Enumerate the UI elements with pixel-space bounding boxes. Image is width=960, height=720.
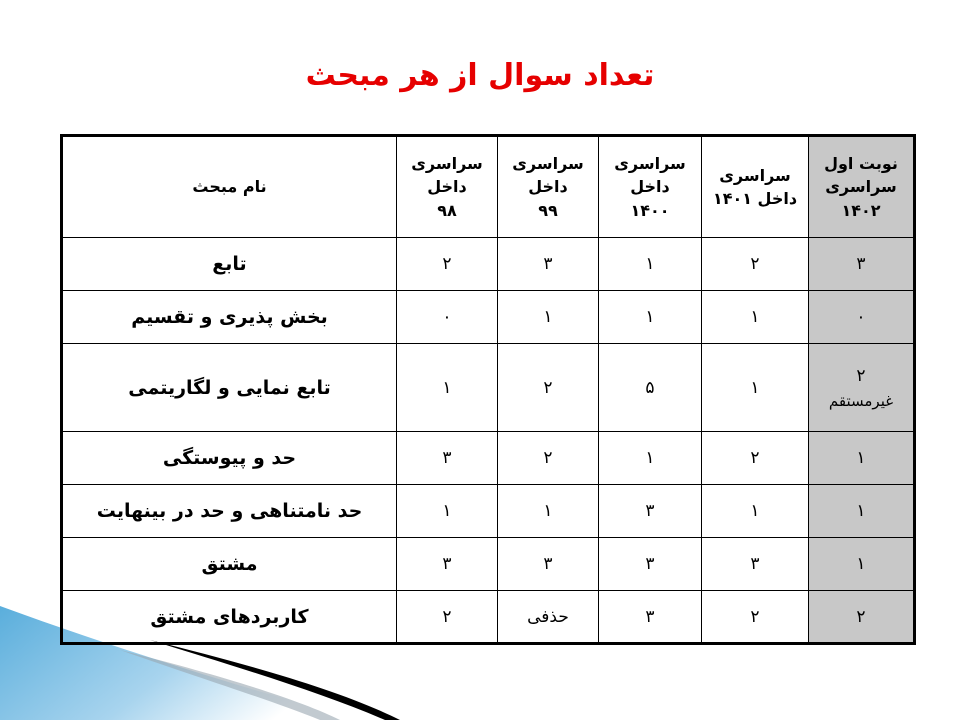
page-title: تعداد سوال از هر مبحث: [305, 58, 655, 93]
cell-99: ۱: [498, 291, 599, 344]
cell-first-exam: ۱: [809, 538, 915, 591]
table-row: [62, 238, 915, 291]
cell-98: ۱: [397, 485, 498, 538]
cell-1401: ۲: [702, 238, 809, 291]
cell-99: ۱: [498, 485, 599, 538]
cell-1400: ۵: [599, 344, 702, 432]
cell-99: ۲: [498, 432, 599, 485]
cell-98: ۲: [397, 591, 498, 644]
table-row: [62, 538, 915, 591]
cell-topic: حد و پیوستگی: [62, 432, 397, 485]
cell-98: ۰: [397, 291, 498, 344]
cell-99: ۲: [498, 344, 599, 432]
table-row: [62, 591, 915, 644]
cell-1400: ۱: [599, 238, 702, 291]
cell-98: ۱: [397, 344, 498, 432]
cell-1401: ۱: [702, 344, 809, 432]
table-row: [62, 432, 915, 485]
cell-1400: ۳: [599, 538, 702, 591]
topics-table: [60, 134, 916, 645]
cell-1401: ۱: [702, 291, 809, 344]
table-row: [62, 291, 915, 344]
cell-first-exam: ۲: [809, 591, 915, 644]
cell-1401: ۲: [702, 432, 809, 485]
header-98: سراسری داخل ۹۸: [397, 136, 498, 238]
cell-first-exam: ۱: [809, 485, 915, 538]
cell-first-exam-value: ۲: [856, 365, 866, 386]
cell-topic: بخش پذیری و تقسیم: [62, 291, 397, 344]
cell-98: ۳: [397, 538, 498, 591]
table-header-row: [62, 136, 915, 238]
cell-1400: ۱: [599, 432, 702, 485]
cell-99: ۳: [498, 538, 599, 591]
cell-99: ۳: [498, 238, 599, 291]
header-1400: سراسری داخل ۱۴۰۰: [599, 136, 702, 238]
cell-1400: ۳: [599, 591, 702, 644]
cell-98: ۲: [397, 238, 498, 291]
header-topic-name: نام مبحث: [62, 136, 397, 238]
cell-first-exam-note: غیرمستقم: [828, 391, 894, 410]
cell-1401: ۱: [702, 485, 809, 538]
cell-99: حذفی: [498, 591, 599, 644]
cell-first-exam: [809, 344, 915, 432]
cell-topic: حد نامتناهی و حد در بینهایت: [62, 485, 397, 538]
cell-first-exam: ۳: [809, 238, 915, 291]
table-row: [62, 344, 915, 432]
cell-1401: ۲: [702, 591, 809, 644]
cell-first-exam: ۱: [809, 432, 915, 485]
cell-98: ۳: [397, 432, 498, 485]
cell-topic: مشتق: [62, 538, 397, 591]
header-99: سراسری داخل ۹۹: [498, 136, 599, 238]
cell-topic: کاربردهای مشتق: [62, 591, 397, 644]
cell-1400: ۱: [599, 291, 702, 344]
cell-first-exam: ۰: [809, 291, 915, 344]
cell-1401: ۳: [702, 538, 809, 591]
cell-topic: تابع نمایی و لگاریتمی: [62, 344, 397, 432]
cell-1400: ۳: [599, 485, 702, 538]
header-first-exam-1402: نوبت اول سراسری ۱۴۰۲: [809, 136, 915, 238]
cell-topic: تابع: [62, 238, 397, 291]
header-1401: سراسری داخل ۱۴۰۱: [702, 136, 809, 238]
table-row: [62, 485, 915, 538]
